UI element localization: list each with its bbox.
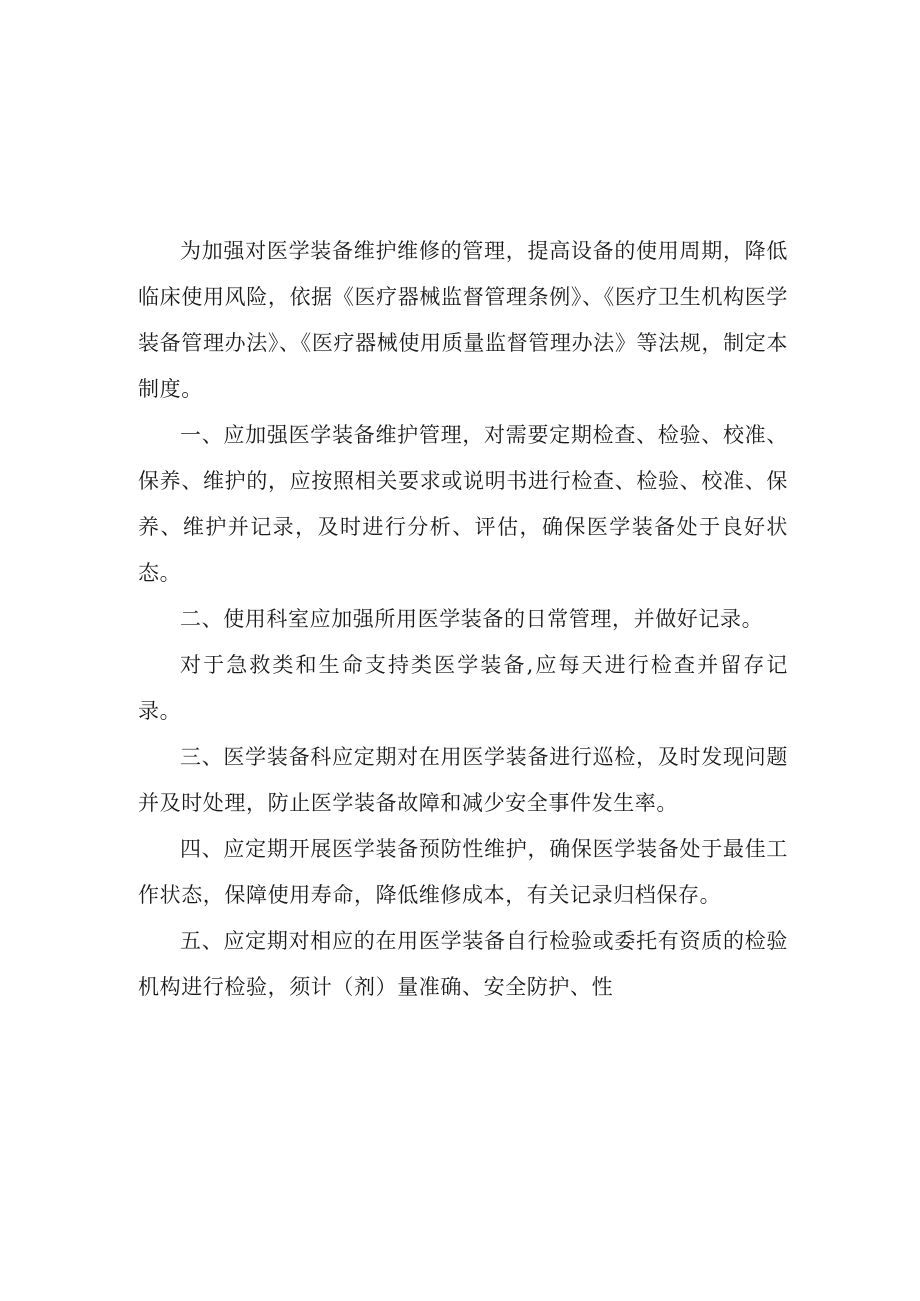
paragraph-clause-5: 五、应定期对相应的在用医学装备自行检验或委托有资质的检验机构进行检验，须计（剂）量准确、安全防护、性: [138, 929, 788, 999]
paragraph-clause-2: 二、使用科室应加强所用医学装备的日常管理，并做好记录。: [180, 607, 764, 631]
paragraph-clause-2-note: 对于急救类和生命支持类医学装备,应每天进行检查并留存记录。: [138, 653, 788, 723]
paragraph-clause-1: 一、应加强医学装备维护管理，对需要定期检查、检验、校准、保养、维护的，应按照相关要求或说明书进行检查、检验、校准、保养、维护并记录，及时进行分析、评估，确保医学装备处于良好状态。: [138, 423, 788, 585]
document-body: [138, 228, 788, 1010]
paragraph-clause-4: 四、应定期开展医学装备预防性维护，确保医学装备处于最佳工作状态，保障使用寿命，降低维修成本，有关记录归档保存。: [138, 837, 788, 907]
paragraph-clause-3: 三、医学装备科应定期对在用医学装备进行巡检，及时发现问题并及时处理，防止医学装备故障和减少安全事件发生率。: [138, 745, 788, 815]
paragraph-intro: 为加强对医学装备维护维修的管理，提高设备的使用周期，降低临床使用风险，依据《医疗器械监督管理条例》、《医疗卫生机构医学装备管理办法》、《医疗器械使用质量监督管理办法》等法规，制定本制度。: [138, 239, 788, 401]
